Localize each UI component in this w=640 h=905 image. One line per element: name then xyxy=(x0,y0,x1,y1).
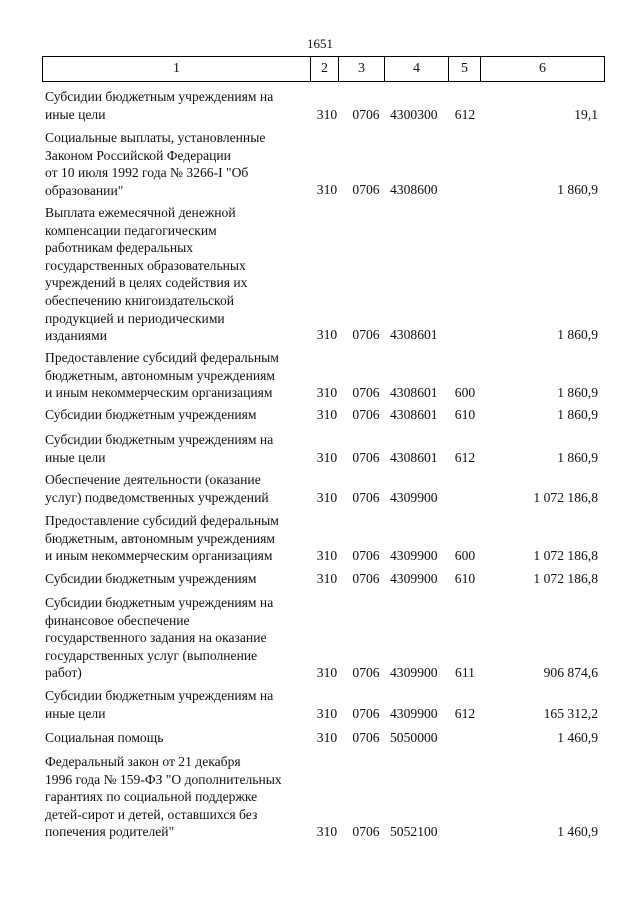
cell-col-6: 1 072 186,8 xyxy=(533,490,598,506)
cell-col-3: 0706 xyxy=(352,385,380,401)
cell-col-5: 600 xyxy=(454,548,476,564)
table-row xyxy=(0,129,640,199)
cell-col-6: 1 460,9 xyxy=(557,824,598,840)
cell-col-4: 4309900 xyxy=(390,571,438,587)
cell-col-2: 310 xyxy=(316,407,338,423)
row-description: Субсидии бюджетным учреждениям xyxy=(45,407,257,422)
column-header-1: 1 xyxy=(43,57,311,82)
cell-col-2: 310 xyxy=(316,182,338,198)
cell-col-4: 4308601 xyxy=(390,450,438,466)
row-description: Федеральный закон от 21 декабря 1996 года № 159-ФЗ "О дополнительных гарантиях по социальной поддержке детей-сирот и детей, оставшихся без попечения родителей" xyxy=(45,754,282,840)
cell-col-5: 610 xyxy=(454,407,476,423)
cell-col-2: 310 xyxy=(316,450,338,466)
row-description: Социальные выплаты, установленные Законом Российской Федерации от 10 июля 1992 года № 3266-I "Об образовании" xyxy=(45,130,266,198)
cell-col-3: 0706 xyxy=(352,450,380,466)
cell-col-6: 1 860,9 xyxy=(557,450,598,466)
cell-col-6: 1 860,9 xyxy=(557,385,598,401)
column-header-6: 6 xyxy=(481,57,605,82)
cell-col-3: 0706 xyxy=(352,182,380,198)
cell-col-4: 5050000 xyxy=(390,730,438,746)
cell-col-2: 310 xyxy=(316,490,338,506)
table-row xyxy=(0,594,640,682)
row-description: Социальная помощь xyxy=(45,730,164,745)
table-row xyxy=(0,431,640,467)
cell-col-5: 611 xyxy=(455,665,475,681)
cell-col-4: 4309900 xyxy=(390,706,438,722)
cell-col-3: 0706 xyxy=(352,571,380,587)
column-header-4: 4 xyxy=(385,57,449,82)
cell-col-3: 0706 xyxy=(352,548,380,564)
row-description: Обеспечение деятельности (оказание услуг) подведомственных учреждений xyxy=(45,472,269,505)
cell-col-4: 4309900 xyxy=(390,665,438,681)
table-row xyxy=(0,471,640,507)
cell-col-6: 1 072 186,8 xyxy=(533,548,598,564)
column-header-2: 2 xyxy=(311,57,339,82)
table-row xyxy=(0,570,640,588)
cell-col-2: 310 xyxy=(316,730,338,746)
page-number: 1651 xyxy=(307,36,333,51)
cell-col-4: 4308601 xyxy=(390,385,438,401)
cell-col-6: 19,1 xyxy=(574,107,598,123)
cell-col-5: 600 xyxy=(454,385,476,401)
cell-col-2: 310 xyxy=(316,665,338,681)
row-description: Субсидии бюджетным учреждениям на иные цели xyxy=(45,432,274,465)
cell-col-3: 0706 xyxy=(352,107,380,123)
cell-col-6: 1 072 186,8 xyxy=(533,571,598,587)
cell-col-3: 0706 xyxy=(352,327,380,343)
row-description: Субсидии бюджетным учреждениям xyxy=(45,571,257,586)
cell-col-5: 612 xyxy=(454,107,476,123)
cell-col-2: 310 xyxy=(316,548,338,564)
cell-col-4: 4309900 xyxy=(390,548,438,564)
row-description: Предоставление субсидий федеральным бюджетным, автономным учреждениям и иным некоммерческим организациям xyxy=(45,350,279,401)
cell-col-3: 0706 xyxy=(352,730,380,746)
cell-col-6: 165 312,2 xyxy=(543,706,598,722)
cell-col-3: 0706 xyxy=(352,706,380,722)
cell-col-2: 310 xyxy=(316,706,338,722)
cell-col-2: 310 xyxy=(316,385,338,401)
cell-col-4: 5052100 xyxy=(390,824,438,840)
column-header-table xyxy=(42,56,605,82)
cell-col-6: 906 874,6 xyxy=(543,665,598,681)
cell-col-2: 310 xyxy=(316,327,338,343)
table-row xyxy=(0,729,640,747)
column-header-row xyxy=(43,57,605,82)
table-row xyxy=(0,349,640,402)
column-header-3: 3 xyxy=(339,57,385,82)
table-row xyxy=(0,687,640,723)
table-row xyxy=(0,88,640,124)
table-row xyxy=(0,204,640,344)
cell-col-6: 1 860,9 xyxy=(557,327,598,343)
cell-col-2: 310 xyxy=(316,107,338,123)
row-description: Субсидии бюджетным учреждениям на иные цели xyxy=(45,89,274,122)
cell-col-4: 4308600 xyxy=(390,182,438,198)
cell-col-6: 1 460,9 xyxy=(557,730,598,746)
column-header-5: 5 xyxy=(449,57,481,82)
row-description: Субсидии бюджетным учреждениям на финансовое обеспечение государственного задания на оказание государственных услуг (выполнение работ) xyxy=(45,595,274,681)
cell-col-3: 0706 xyxy=(352,824,380,840)
row-description: Выплата ежемесячной денежной компенсации педагогическим работникам федеральных государственных образовательных учреждений в целях содействия их обеспечению книгоиздательской продукцией и периодическими изданиями xyxy=(45,205,248,344)
table-row xyxy=(0,512,640,565)
row-description: Предоставление субсидий федеральным бюджетным, автономным учреждениям и иным некоммерческим организациям xyxy=(45,513,279,564)
cell-col-5: 612 xyxy=(454,450,476,466)
cell-col-5: 610 xyxy=(454,571,476,587)
cell-col-3: 0706 xyxy=(352,665,380,681)
cell-col-2: 310 xyxy=(316,571,338,587)
cell-col-4: 4309900 xyxy=(390,490,438,506)
table-row xyxy=(0,753,640,841)
cell-col-4: 4308601 xyxy=(390,327,438,343)
row-description: Субсидии бюджетным учреждениям на иные цели xyxy=(45,688,274,721)
cell-col-2: 310 xyxy=(316,824,338,840)
cell-col-5: 612 xyxy=(454,706,476,722)
cell-col-6: 1 860,9 xyxy=(557,182,598,198)
cell-col-6: 1 860,9 xyxy=(557,407,598,423)
cell-col-3: 0706 xyxy=(352,407,380,423)
cell-col-4: 4300300 xyxy=(390,107,438,123)
table-row xyxy=(0,406,640,424)
cell-col-4: 4308601 xyxy=(390,407,438,423)
cell-col-3: 0706 xyxy=(352,490,380,506)
